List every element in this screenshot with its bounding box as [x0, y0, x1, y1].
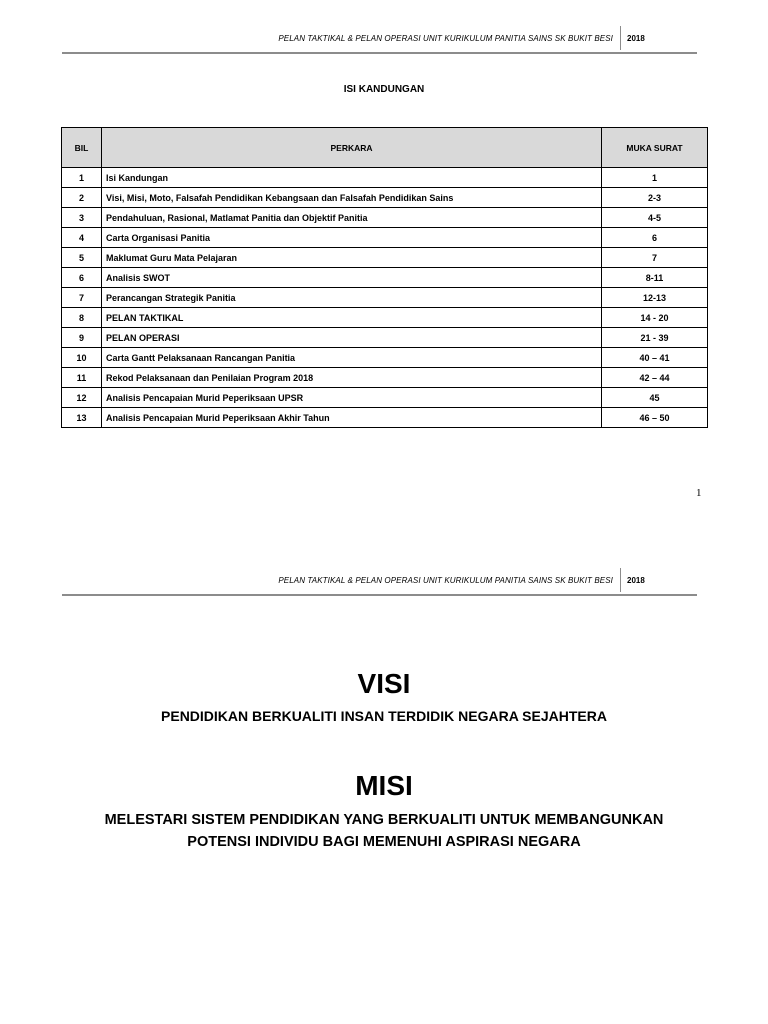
row-perkara: Analisis Pencapaian Murid Peperiksaan UPSR — [102, 388, 602, 408]
row-muka-surat: 46 – 50 — [602, 408, 708, 428]
toc-header-row — [62, 128, 708, 168]
page-header — [62, 26, 697, 54]
row-perkara: Visi, Misi, Moto, Falsafah Pendidikan Kebangsaan dan Falsafah Pendidikan Sains — [102, 188, 602, 208]
row-muka-surat: 45 — [602, 388, 708, 408]
row-perkara: Pendahuluan, Rasional, Matlamat Panitia dan Objektif Panitia — [102, 208, 602, 228]
header-year-box — [620, 568, 697, 592]
toc-title: ISI KANDUNGAN — [343, 84, 425, 95]
row-bil: 3 — [62, 208, 102, 228]
row-bil: 9 — [62, 328, 102, 348]
table-row — [62, 188, 708, 208]
visi-text: PENDIDIKAN BERKUALITI INSAN TERDIDIK NEGARA SEJAHTERA — [161, 708, 607, 724]
row-bil: 7 — [62, 288, 102, 308]
row-perkara: PELAN OPERASI — [102, 328, 602, 348]
row-perkara: Analisis SWOT — [102, 268, 602, 288]
row-perkara: Isi Kandungan — [102, 168, 602, 188]
header-title: PELAN TAKTIKAL & PELAN OPERASI UNIT KURIKULUM PANITIA SAINS SK BUKIT BESI — [278, 34, 613, 43]
table-row — [62, 408, 708, 428]
row-perkara: Analisis Pencapaian Murid Peperiksaan Akhir Tahun — [102, 408, 602, 428]
table-row — [62, 308, 708, 328]
misi-line-1: MELESTARI SISTEM PENDIDIKAN YANG BERKUALITI UNTUK MEMBANGUNKAN — [104, 812, 664, 828]
row-perkara: PELAN TAKTIKAL — [102, 308, 602, 328]
row-muka-surat: 14 - 20 — [602, 308, 708, 328]
row-perkara: Carta Gantt Pelaksanaan Rancangan Panitia — [102, 348, 602, 368]
column-header-perkara: PERKARA — [102, 128, 602, 168]
visi-heading: VISI — [357, 668, 411, 699]
row-muka-surat: 4-5 — [602, 208, 708, 228]
table-row — [62, 248, 708, 268]
page-number: 1 — [696, 487, 702, 499]
column-header-bil: BIL — [62, 128, 102, 168]
page-header-2 — [62, 568, 697, 596]
table-row — [62, 328, 708, 348]
table-row — [62, 228, 708, 248]
table-row — [62, 208, 708, 228]
row-muka-surat: 21 - 39 — [602, 328, 708, 348]
table-row — [62, 348, 708, 368]
row-muka-surat: 2-3 — [602, 188, 708, 208]
row-muka-surat: 40 – 41 — [602, 348, 708, 368]
row-bil: 6 — [62, 268, 102, 288]
row-bil: 1 — [62, 168, 102, 188]
row-bil: 2 — [62, 188, 102, 208]
row-perkara: Rekod Pelaksanaan dan Penilaian Program 2018 — [102, 368, 602, 388]
table-row — [62, 288, 708, 308]
row-bil: 10 — [62, 348, 102, 368]
row-perkara: Perancangan Strategik Panitia — [102, 288, 602, 308]
row-bil: 12 — [62, 388, 102, 408]
table-row — [62, 168, 708, 188]
row-muka-surat: 42 – 44 — [602, 368, 708, 388]
row-bil: 8 — [62, 308, 102, 328]
misi-heading: MISI — [355, 770, 413, 801]
header-year: 2018 — [627, 34, 645, 43]
row-muka-surat: 8-11 — [602, 268, 708, 288]
misi-text — [60, 809, 708, 853]
row-perkara: Carta Organisasi Panitia — [102, 228, 602, 248]
header-year-box — [620, 26, 697, 50]
misi-line-2: POTENSI INDIVIDU BAGI MEMENUHI ASPIRASI NEGARA — [187, 834, 581, 850]
row-muka-surat: 6 — [602, 228, 708, 248]
column-header-muka-surat: MUKA SURAT — [602, 128, 708, 168]
toc-table — [61, 127, 708, 428]
header-title: PELAN TAKTIKAL & PELAN OPERASI UNIT KURIKULUM PANITIA SAINS SK BUKIT BESI — [278, 576, 613, 585]
row-bil: 13 — [62, 408, 102, 428]
table-row — [62, 368, 708, 388]
row-bil: 11 — [62, 368, 102, 388]
row-bil: 5 — [62, 248, 102, 268]
row-muka-surat: 12-13 — [602, 288, 708, 308]
header-year: 2018 — [627, 576, 645, 585]
row-bil: 4 — [62, 228, 102, 248]
table-row — [62, 388, 708, 408]
row-perkara: Maklumat Guru Mata Pelajaran — [102, 248, 602, 268]
row-muka-surat: 1 — [602, 168, 708, 188]
row-muka-surat: 7 — [602, 248, 708, 268]
table-row — [62, 268, 708, 288]
